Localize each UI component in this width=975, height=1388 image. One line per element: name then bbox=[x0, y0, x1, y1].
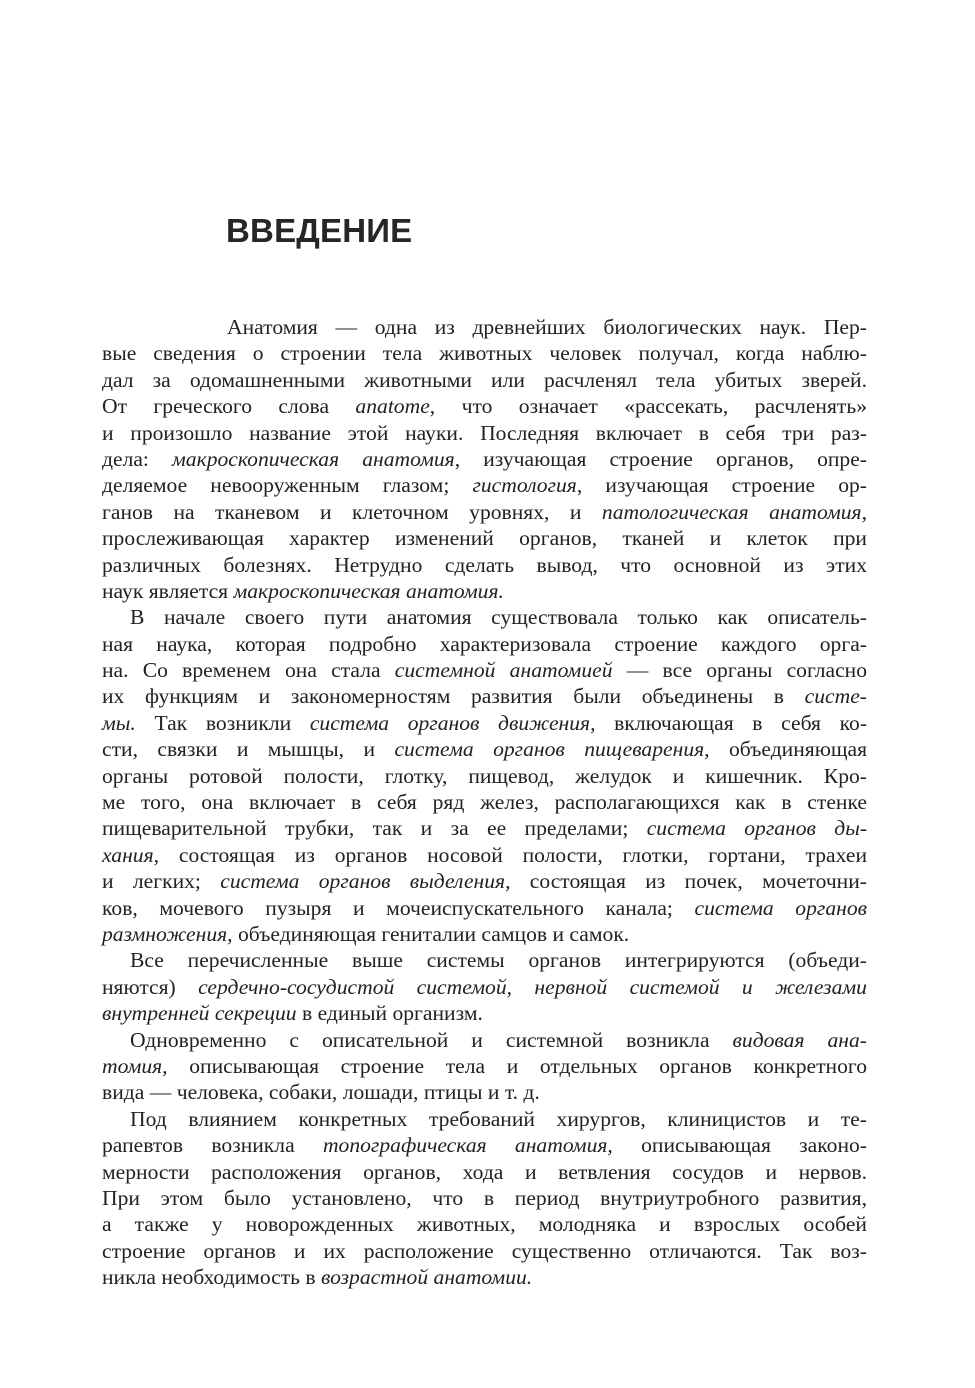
text-line bbox=[102, 683, 867, 709]
italic-term: гистология bbox=[472, 473, 577, 498]
paragraph bbox=[102, 1106, 867, 1291]
italic-term: система органов bbox=[694, 895, 868, 920]
italic-term: хания, bbox=[102, 842, 160, 867]
text-line bbox=[102, 1185, 867, 1211]
text-line bbox=[102, 604, 867, 630]
text-run: состоящая из почек, мочеточни- bbox=[510, 869, 867, 894]
text-run: дал за одомашненными животными или расчленял тела убитых зверей. bbox=[102, 367, 867, 392]
text-run: наук является bbox=[102, 578, 234, 603]
text-run: никла необходимость в bbox=[102, 1265, 322, 1290]
text-run: объединяющая bbox=[709, 737, 868, 762]
text-run: Анатомия — одна из древнейших биологических наук. Пер- bbox=[227, 315, 867, 339]
text-run: пищеварительной трубки, так и за ее пределами; bbox=[102, 816, 647, 841]
text-line bbox=[102, 657, 867, 683]
text-line bbox=[102, 1132, 867, 1158]
paragraph bbox=[102, 947, 867, 1026]
text-line bbox=[102, 525, 867, 551]
text-line bbox=[102, 842, 867, 868]
italic-term: система органов выделения, bbox=[220, 869, 511, 894]
text-line bbox=[102, 552, 867, 578]
text-run: От греческого слова bbox=[102, 394, 356, 419]
text-run: няются) bbox=[102, 974, 199, 999]
text-line bbox=[102, 1264, 867, 1290]
text-run: рапевтов возникла bbox=[102, 1133, 323, 1158]
text-run: , что означает «рассекать, расчленять» bbox=[429, 394, 868, 419]
paragraph bbox=[102, 314, 867, 604]
italic-term: возрастной анатомии. bbox=[321, 1265, 533, 1290]
italic-term: система органов движения, bbox=[309, 710, 596, 735]
text-line bbox=[102, 631, 867, 657]
italic-term: мы. bbox=[102, 710, 136, 735]
body-text bbox=[102, 314, 867, 1290]
text-line bbox=[102, 393, 867, 419]
text-line bbox=[102, 1079, 867, 1105]
text-run: вида — человека, собаки, лошади, птицы и т. д. bbox=[102, 1080, 540, 1105]
text-run: сти, связки и мышцы, и bbox=[102, 737, 395, 762]
text-line bbox=[102, 1211, 867, 1237]
text-run: описывающая законо- bbox=[612, 1133, 867, 1158]
text-run: дела: bbox=[102, 446, 173, 471]
text-run: мерности расположения органов, хода и ветвления сосудов и нервов. bbox=[102, 1159, 867, 1184]
italic-term: внутренней секреции bbox=[102, 1001, 297, 1026]
text-run: на. Со временем она стала bbox=[102, 658, 395, 683]
text-line bbox=[102, 947, 867, 973]
text-line bbox=[102, 974, 867, 1000]
italic-term: томия, bbox=[102, 1053, 168, 1078]
text-run: строение органов и их расположение существенно отличаются. Так воз- bbox=[102, 1238, 867, 1263]
text-line bbox=[102, 1027, 867, 1053]
text-line bbox=[102, 710, 867, 736]
text-line bbox=[102, 815, 867, 841]
italic-term: видовая ана- bbox=[732, 1027, 867, 1052]
italic-term: патологическая анатомия bbox=[601, 499, 862, 524]
text-run: включающая в себя ко- bbox=[595, 710, 868, 735]
text-line bbox=[102, 578, 867, 604]
text-run: их функциям и закономерностям развития были объединены в bbox=[102, 684, 805, 709]
italic-term: макроскопическая анатомия. bbox=[233, 578, 504, 603]
italic-term: система органов ды- bbox=[646, 816, 868, 841]
text-run: , bbox=[861, 499, 867, 524]
text-run: и произошло название этой науки. Последняя включает в себя три раз- bbox=[102, 420, 867, 445]
text-line bbox=[102, 1159, 867, 1185]
text-run: , изучающая строение органов, опре- bbox=[454, 446, 867, 471]
text-run: , изучающая строение ор- bbox=[576, 473, 867, 498]
text-line bbox=[102, 340, 867, 366]
text-run: различных болезнях. Нетрудно сделать вывод, что основной из этих bbox=[102, 552, 867, 577]
text-run: описывающая строение тела и отдельных органов конкретного bbox=[167, 1053, 867, 1078]
text-run: а также у новорожденных животных, молодняка и взрослых особей bbox=[102, 1212, 867, 1237]
text-run: Под влиянием конкретных требований хирургов, клиницистов и те- bbox=[130, 1106, 867, 1131]
italic-term: система органов пищеварения, bbox=[394, 737, 710, 762]
text-run: ме того, она включает в себя ряд желез, располагающихся как в стенке bbox=[102, 790, 867, 815]
text-run: деляемое невооруженным глазом; bbox=[102, 473, 473, 498]
chapter-heading: ВВЕДЕНИЕ bbox=[226, 212, 413, 249]
text-run: вые сведения о строении тела животных человек получал, когда наблю- bbox=[102, 341, 867, 366]
text-line bbox=[102, 868, 867, 894]
text-run: Все перечисленные выше системы органов интегрируются (объеди- bbox=[130, 948, 867, 973]
text-run: Так возникли bbox=[135, 710, 310, 735]
text-run: Одновременно с описательной и системной возникла bbox=[130, 1027, 733, 1052]
text-run: ганов на тканевом и клеточном уровнях, и bbox=[102, 499, 602, 524]
text-run: и легких; bbox=[102, 869, 221, 894]
text-line bbox=[102, 1053, 867, 1079]
italic-term: макроскопическая анатомия bbox=[172, 446, 455, 471]
text-line bbox=[102, 789, 867, 815]
text-run: ков, мочевого пузыря и мочеиспускательного канала; bbox=[102, 895, 695, 920]
text-line bbox=[102, 1000, 867, 1026]
text-run: прослеживающая характер изменений органов, тканей и клеток при bbox=[102, 526, 867, 551]
text-run: состоящая из органов носовой полости, глотки, гортани, трахеи bbox=[159, 842, 867, 867]
italic-term: системной анатомией bbox=[394, 658, 613, 683]
text-run: в единый организм. bbox=[296, 1001, 483, 1026]
text-line bbox=[102, 314, 867, 340]
text-line bbox=[102, 367, 867, 393]
text-line bbox=[102, 446, 867, 472]
text-run: ная наука, которая подробно характеризовала строение каждого орга- bbox=[102, 631, 867, 656]
paragraph bbox=[102, 604, 867, 947]
italic-term: систе- bbox=[804, 684, 867, 709]
text-line bbox=[102, 1106, 867, 1132]
text-line bbox=[102, 895, 867, 921]
italic-term: топографическая анатомия, bbox=[322, 1133, 613, 1158]
italic-term: сердечно-сосудистой системой, нервной системой и железами bbox=[198, 974, 867, 999]
text-line bbox=[102, 763, 867, 789]
text-run: В начале своего пути анатомия существовала только как описатель- bbox=[130, 605, 867, 630]
paragraph bbox=[102, 1027, 867, 1106]
text-line bbox=[102, 499, 867, 525]
text-line bbox=[102, 736, 867, 762]
text-run: При этом было установлено, что в период внутриутробного развития, bbox=[102, 1185, 867, 1210]
text-line bbox=[102, 1238, 867, 1264]
text-line bbox=[102, 472, 867, 498]
text-run: — все органы согласно bbox=[612, 658, 868, 683]
italic-term: anatome bbox=[355, 394, 430, 419]
italic-term: размножения, bbox=[102, 921, 233, 946]
text-line bbox=[102, 921, 867, 947]
text-run: органы ротовой полости, глотку, пищевод, желудок и кишечник. Кро- bbox=[102, 763, 867, 788]
text-run: объединяющая гениталии самцов и самок. bbox=[232, 921, 630, 946]
text-line bbox=[102, 420, 867, 446]
